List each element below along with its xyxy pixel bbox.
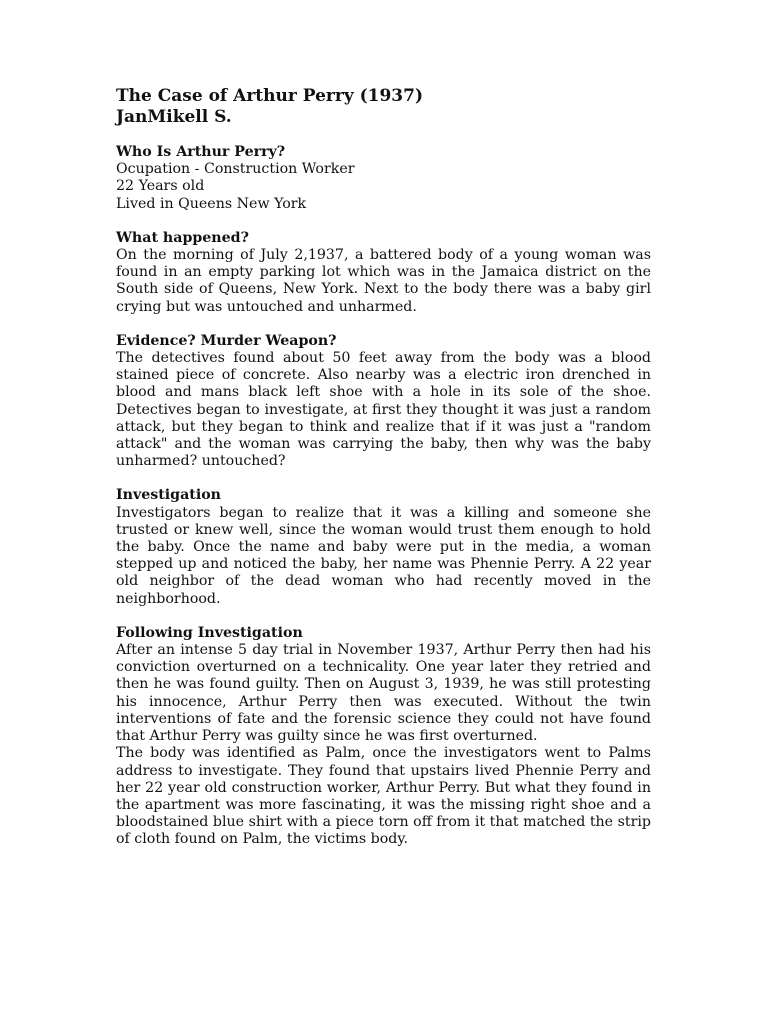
investigation-paragraph: Investigators began to realize that it was a killing and someone she trusted or knew well, since the woman would trust them enough to hold the baby. Once the name and baby were put in the media, a woman stepped up and noticed the baby, her name was Phennie Perry. A 22 year old neighbor of the dead woman who had recently moved in the neighborhood. [116,504,651,607]
section-who [116,144,651,213]
section-heading-evidence: Evidence? Murder Weapon? [116,332,337,349]
occupation-line: Ocupation - Construction Worker [116,161,355,178]
section-heading-investigation: Investigation [116,487,221,504]
residence-line: Lived in Queens New York [116,195,307,212]
document-author: JanMikell S. [116,107,232,127]
document-title: The Case of Arthur Perry (1937) [116,86,424,106]
evidence-paragraph: The detectives found about 50 feet away from the body was a blood stained piece of concrete. Also nearby was a electric iron drenched in blood and mans black left shoe with a hole in its sole of the shoe. Detectives began to investigate, at first they thought it was just a random attack, but they began to think and realize that if it was just a "random attack" and the woman was carrying the baby, then why was the baby unharmed? untouched? [116,350,651,470]
age-line: 22 Years old [116,178,205,195]
section-heading-what-happened: What happened? [116,229,249,246]
section-following-investigation [116,625,651,849]
document-page [116,86,651,866]
section-what-happened [116,230,651,316]
following-paragraph-2: The body was identified as Palm, once the investigators went to Palms address to investigate. They found that upstairs lived Phennie Perry and her 22 year old construction worker, Arthur Perry. But what they found in the apartment was more fascinating, it was the missing right shoe and a bloodstained blue shirt with a piece torn off from it that matched the strip of cloth found on Palm, the victims body. [116,745,651,848]
following-paragraph-1: After an intense 5 day trial in November 1937, Arthur Perry then had his conviction overturned on a technicality. One year later they retried and then he was found guilty. Then on August 3, 1939, he was still protesting his innocence, Arthur Perry then was executed. Without the twin interventions of fate and the forensic science they could not have found that Arthur Perry was guilty since he was first overturned. [116,642,651,745]
section-investigation [116,487,651,607]
what-happened-paragraph: On the morning of July 2,1937, a battered body of a young woman was found in an empty parking lot which was in the Jamaica district on the South side of Queens, New York. Next to the body there was a baby girl crying but was untouched and unharmed. [116,247,651,315]
section-heading-following-investigation: Following Investigation [116,624,303,641]
section-heading-who: Who Is Arthur Perry? [116,144,286,160]
section-evidence [116,333,651,471]
